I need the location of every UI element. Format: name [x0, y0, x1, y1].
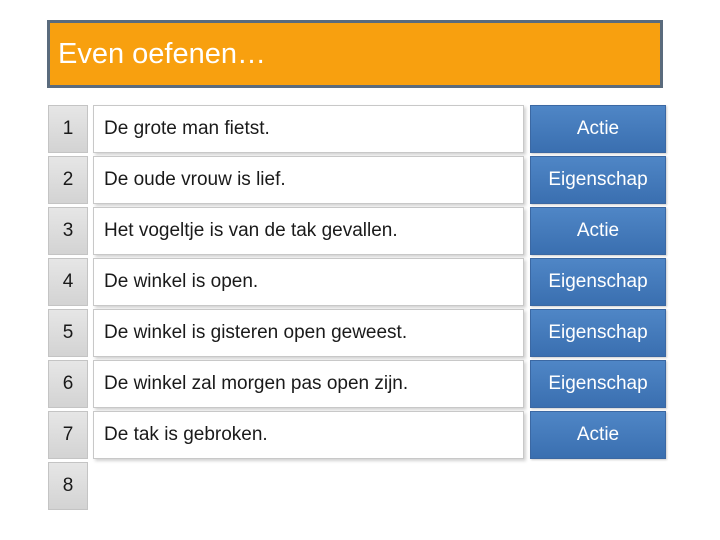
- sentence-box: De winkel is gisteren open geweest.: [93, 309, 524, 357]
- answer-box: Eigenschap: [530, 258, 666, 306]
- exercise-row-4: [0, 258, 720, 306]
- exercise-row-8: [0, 462, 720, 510]
- row-number: 1: [48, 105, 88, 153]
- row-number: 4: [48, 258, 88, 306]
- answer-box: Eigenschap: [530, 309, 666, 357]
- answer-box: Actie: [530, 207, 666, 255]
- sentence-box: De oude vrouw is lief.: [93, 156, 524, 204]
- exercise-row-5: [0, 309, 720, 357]
- sentence-box: De winkel is open.: [93, 258, 524, 306]
- sentence-box: De grote man fietst.: [93, 105, 524, 153]
- row-number: 8: [48, 462, 88, 510]
- exercise-row-3: [0, 207, 720, 255]
- sentence-box: Het vogeltje is van de tak gevallen.: [93, 207, 524, 255]
- row-number: 6: [48, 360, 88, 408]
- answer-box: Actie: [530, 411, 666, 459]
- exercise-row-7: [0, 411, 720, 459]
- answer-box: Eigenschap: [530, 360, 666, 408]
- exercise-row-6: [0, 360, 720, 408]
- slide-title: Even oefenen…: [58, 37, 266, 70]
- exercise-row-2: [0, 156, 720, 204]
- slide-title-box: [47, 20, 663, 88]
- exercise-row-1: [0, 105, 720, 153]
- row-number: 7: [48, 411, 88, 459]
- answer-box: Eigenschap: [530, 156, 666, 204]
- row-number: 2: [48, 156, 88, 204]
- answer-box: Actie: [530, 105, 666, 153]
- sentence-box: De winkel zal morgen pas open zijn.: [93, 360, 524, 408]
- row-number: 5: [48, 309, 88, 357]
- sentence-box: De tak is gebroken.: [93, 411, 524, 459]
- row-number: 3: [48, 207, 88, 255]
